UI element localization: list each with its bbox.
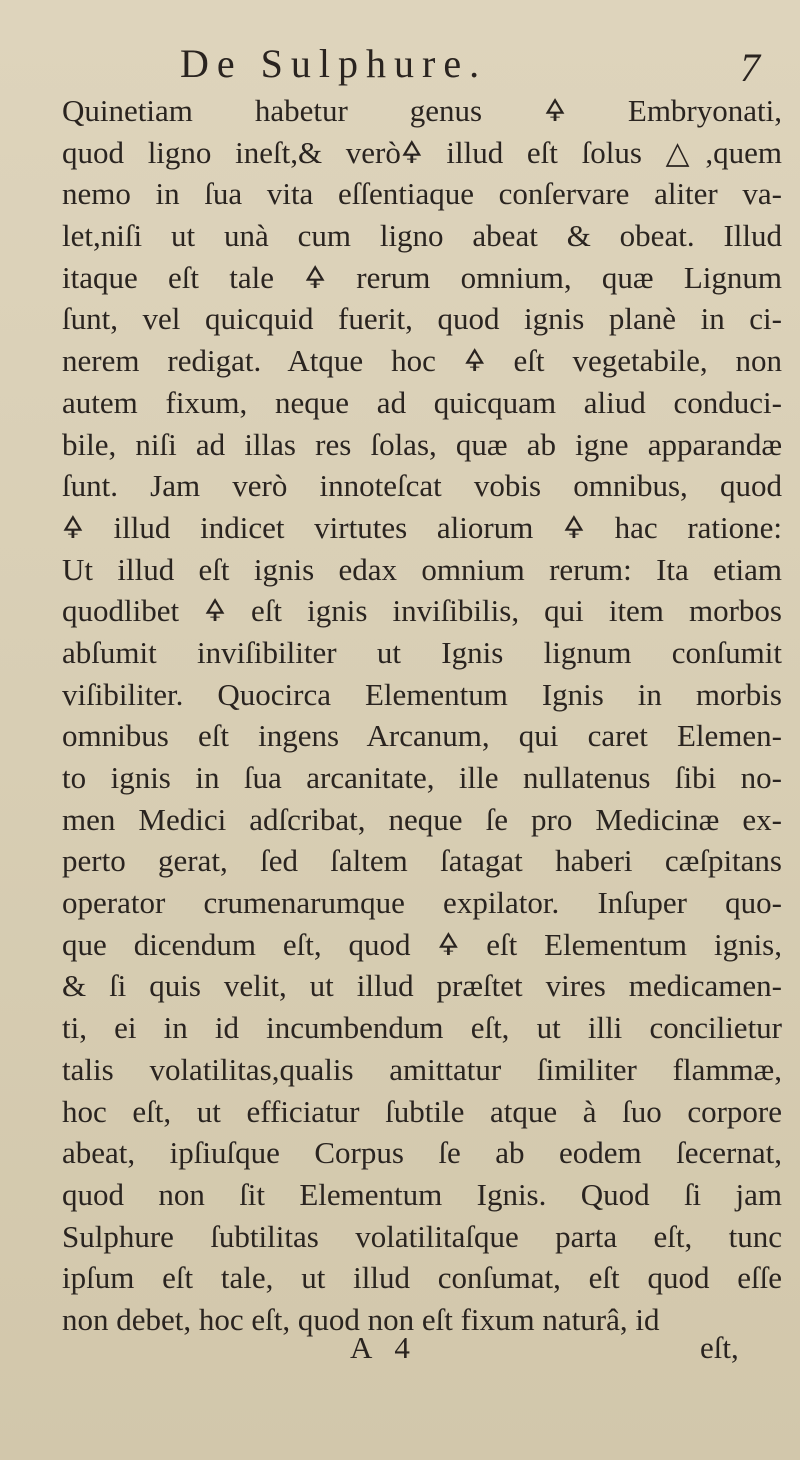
text-line: que dicendum eſt, quod 🜍 eſt Elementum ignis, (62, 926, 782, 962)
text-line: itaque eſt tale 🜍 rerum omnium, quæ Lignum (62, 259, 782, 295)
text-line: Sulphure ſubtilitas volatilitaſque parta eſt, tunc (62, 1218, 782, 1254)
text-line: & ſi quis velit, ut illud præſtet vires medicamen- (62, 968, 782, 1004)
page-number: 7 (740, 45, 760, 90)
text-line: ti, ei in id incumbendum eſt, ut illi concilietur (62, 1010, 782, 1046)
text-line: autem fixum, neque ad quicquam aliud conduci- (62, 384, 782, 420)
text-line: ipſum eſt tale, ut illud conſumat, eſt quod eſſe (62, 1260, 782, 1296)
text-line: let,niſi ut unà cum ligno abeat & obeat. Illud (62, 218, 782, 254)
text-line: men Medici adſcribat, neque ſe pro Medicinæ ex- (62, 801, 782, 837)
page-header (0, 28, 800, 88)
text-line: quod ligno ineſt,& verò🜍 illud eſt ſolus △,quem (62, 134, 782, 170)
text-line: abſumit inviſibiliter ut Ignis lignum conſumit (62, 634, 782, 670)
page-footer (0, 1330, 800, 1380)
text-line: quod non ſit Elementum Ignis. Quod ſi jam (62, 1176, 782, 1212)
text-line: ſunt, vel quicquid fuerit, quod ignis planè in ci- (62, 301, 782, 337)
text-line: nemo in ſua vita eſſentiaque conſervare aliter va- (62, 176, 782, 212)
text-line: talis volatilitas,qualis amittatur ſimiliter flammæ, (62, 1051, 782, 1087)
running-head: De Sulphure. (180, 41, 488, 86)
text-line: hoc eſt, ut efficiatur ſubtile atque à ſuo corpore (62, 1093, 782, 1129)
text-line: nerem redigat. Atque hoc 🜍 eſt vegetabile, non (62, 343, 782, 379)
text-line: non debet, hoc eſt, quod non eſt fixum naturâ, id (62, 1301, 660, 1337)
catchword: eſt, (700, 1330, 739, 1365)
text-line: omnibus eſt ingens Arcanum, qui caret Elemen- (62, 718, 782, 754)
text-line: viſibiliter. Quocirca Elementum Ignis in morbis (62, 676, 782, 712)
text-line: perto gerat, ſed ſaltem ſatagat haberi cæſpitans (62, 843, 782, 879)
text-line: to ignis in ſua arcanitate, ille nullatenus ſibi no- (62, 760, 782, 795)
text-line: ſunt. Jam verò innoteſcat vobis omnibus, quod (62, 468, 782, 504)
body-text (62, 90, 782, 1341)
text-line: operator crumenarumque expilator. Inſuper quo- (62, 885, 782, 921)
text-line: Quinetiam habetur genus 🜍 Embryonati, (62, 93, 782, 128)
text-line: Ut illud eſt ignis edax omnium rerum: Ita etiam (62, 551, 782, 587)
text-line: quodlibet 🜍 eſt ignis inviſibilis, qui item morbos (62, 593, 782, 629)
text-line: abeat, ipſiuſque Corpus ſe ab eodem ſecernat, (62, 1135, 782, 1171)
text-line: 🜍 illud indicet virtutes aliorum 🜍 hac ratione: (62, 509, 782, 545)
signature-mark: A 4 (350, 1330, 418, 1365)
text-line: bile, niſi ad illas res ſolas, quæ ab igne apparandæ (62, 426, 782, 462)
